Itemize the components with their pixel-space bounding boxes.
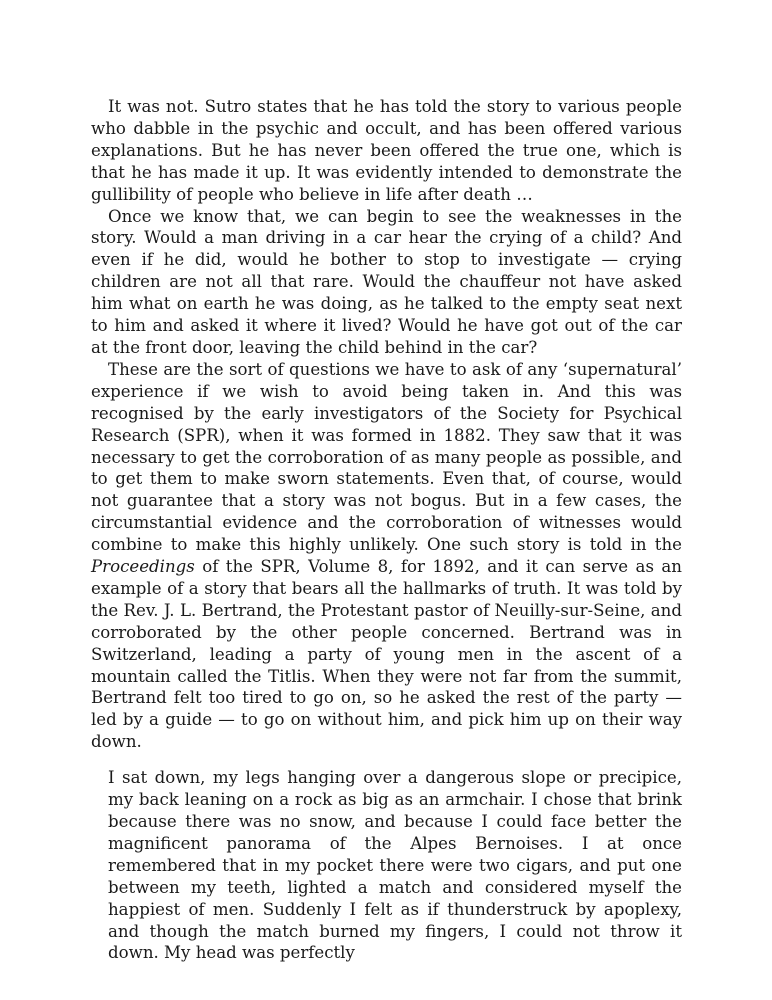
book-page: [91, 96, 682, 964]
proceedings-title: Proceedings: [91, 557, 195, 577]
paragraph-spr-text-end: of the SPR, Volume 8, for 1892, and it can serve as an example of a story that bears all the hallmarks of truth. It was told by the Rev. J. L. Bertrand, the Protestant pastor of Neuilly-sur-Seine, and corroborated by the other people concerned. Bertrand was in Switzerland, leading a party of young men in the ascent of a mountain called the Titlis. When they were not far from the summit, Bertrand felt too tired to go on, so he asked the rest of the party — led by a guide — to go on without him, and pick him up on their way down.: [91, 557, 682, 752]
paragraph-sutro: It was not. Sutro states that he has told the story to various people who dabble in the psychic and occult, and has been offered various explanations. But he has never been offered the true one, which is that he has made it up. It was evidently intended to demonstrate the gullibility of people who believe in life after death …: [91, 97, 682, 204]
paragraph-spr: [91, 359, 682, 753]
paragraph-weaknesses: Once we know that, we can begin to see the weaknesses in the story. Would a man driving in a car hear the crying of a child? And even if he did, would he bother to stop to investigate — crying children are not all that rare. Would the chauffeur not have asked him what on earth he was doing, as he talked to the empty seat next to him and asked it where it lived? Would he have got out of the car at the front door, leaving the child behind in the car?: [91, 206, 682, 357]
paragraph-spr-text-start: These are the sort of questions we have to ask of any ‘supernatural’ experience if we wish to avoid being taken in. And this was recognised by the early investigators of the Society for Psychical Research (SPR), when it was formed in 1882. They saw that it was necessary to get the corroboration of as many people as possible, and to get them to make sworn statements. Even that, of course, would not guarantee that a story was not bogus. But in a few cases, the circumstantial evidence and the corroboration of witnesses would combine to make this highly unlikely. One such story is told in the: [91, 359, 682, 555]
block-quote-bertrand: I sat down, my legs hanging over a dangerous slope or precipice, my back leaning on a rock as big as an armchair. I chose that brink because there was no snow, and because I could face better the magnificent panorama of the Alpes Bernoises. I at once remembered that in my pocket there were two cigars, and put one between my teeth, lighted a match and considered myself the happiest of men. Suddenly I felt as if thunderstruck by apoplexy, and though the match burned my fingers, I could not throw it down. My head was perfectly: [108, 768, 682, 963]
